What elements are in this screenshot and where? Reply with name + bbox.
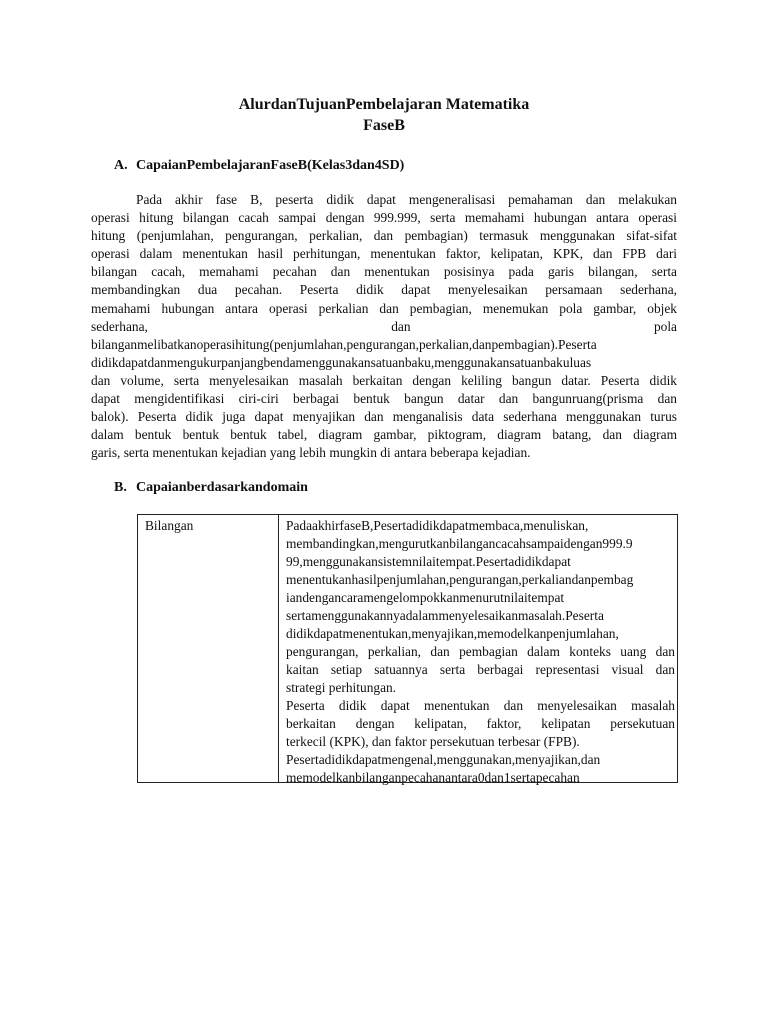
paragraph-line: membandingkan dua pecahan. Peserta didik dapat menyelesaikan persamaan sederhana, xyxy=(91,282,677,298)
table-column-divider xyxy=(278,515,279,782)
paragraph-line: operasi hitung bilangan cacah sampai dengan 999.999, serta memahami hubungan antara operasi xyxy=(91,210,677,226)
section-a-heading xyxy=(114,157,404,175)
paragraph-line: operasi dalam menentukan hasil perhitungan, menentukan faktor, kelipatan, KPK, dan FPB dari xyxy=(91,246,677,262)
table-line: sertamenggunakannyadalammenyelesaikanmasalah.Peserta xyxy=(286,608,604,623)
table-line: PadaakhirfaseB,Pesertadidikdapatmembaca,menuliskan, xyxy=(286,518,589,533)
table-line: memodelkanbilanganpecahanantara0dan1sertapecahan xyxy=(286,770,580,785)
paragraph-line: memahami hubungan antara operasi perkalian dan pembagian, menemukan pola gambar, objek xyxy=(91,300,677,316)
title-line-1: AlurdanTujuanPembelajaran Matematika xyxy=(238,96,530,113)
paragraph-line: didikdapatdanmengukurpanjangbendamenggunakansatuanbaku,menggunakansatuanbakuluas xyxy=(91,354,592,370)
paragraph-line: Pada akhir fase B, peserta didik dapat mengeneralisasi pemahaman dan melakukan xyxy=(136,192,677,207)
paragraph-line: dan volume, serta menyelesaikan masalah berkaitan dengan keliling bangun datar. Peserta didik xyxy=(91,372,677,388)
section-b-title: Capaianberdasarkandomain xyxy=(136,480,308,495)
table-line: membandingkan,mengurutkanbilangancacahsampaidengan999.9 xyxy=(286,536,633,551)
paragraph-line: dalam bentuk bentuk bentuk tabel, diagram gambar, piktogram, diagram batang, dan diagram xyxy=(91,427,677,443)
section-a-title: CapaianPembelajaranFaseB(Kelas3dan4SD) xyxy=(136,158,405,173)
section-b-heading xyxy=(114,479,308,497)
table-line: 99,menggunakansistemnilaitempat.Pesertadidikdapat xyxy=(286,554,571,569)
table-line: pengurangan, perkalian, dan pembagian dalam konteks uang dan xyxy=(286,644,675,659)
section-a-number: A. xyxy=(114,158,128,173)
domain-table xyxy=(137,514,678,783)
paragraph-line: balok). Peserta didik juga dapat menyajikan dan menganalisis data sederhana menggunakan turus xyxy=(91,409,677,425)
table-line: Peserta didik dapat menentukan dan menyelesaikan masalah xyxy=(286,698,675,713)
table-line: berkaitan dengan kelipatan, faktor, kelipatan persekutuan xyxy=(286,716,675,731)
paragraph-line: dapat mengidentifikasi ciri-ciri berbagai bentuk bangun datar dan bangunruang(prisma dan xyxy=(91,391,677,407)
paragraph-line: hitung (penjumlahan, pengurangan, perkalian, dan pembagian) termasuk menggunakan sifat-sifat xyxy=(91,228,677,244)
title-line-2: FaseB xyxy=(363,117,405,134)
table-line: strategi perhitungan. xyxy=(286,680,397,695)
paragraph-line: sederhana, dan pola xyxy=(91,318,677,334)
paragraph-line: bilanganmelibatkanoperasihitung(penjumlahan,pengurangan,perkalian,danpembagian).Peserta xyxy=(91,336,597,352)
table-line: menentukanhasilpenjumlahan,pengurangan,perkaliandanpembag xyxy=(286,572,634,587)
table-line: didikdapatmenentukan,menyajikan,memodelkanpenjumlahan, xyxy=(286,626,619,641)
table-line: Pesertadidikdapatmengenal,menggunakan,menyajikan,dan xyxy=(286,752,601,767)
paragraph-line: bilangan cacah, memahami pecahan dan menentukan posisinya pada garis bilangan, serta xyxy=(91,264,677,280)
table-cell-domain: Bilangan xyxy=(145,518,194,533)
table-line: terkecil (KPK), dan faktor persekutuan terbesar (FPB). xyxy=(286,734,580,749)
table-line: kaitan setiap satuannya serta berbagai representasi visual dan xyxy=(286,662,675,677)
paragraph-line: garis, serta menentukan kejadian yang lebih mungkin di antara beberapa kejadian. xyxy=(91,445,531,461)
section-b-number: B. xyxy=(114,480,127,495)
document-title xyxy=(0,94,768,136)
table-line: iandengancaramengelompokkanmenurutnilaitempat xyxy=(286,590,565,605)
section-a-paragraph xyxy=(91,191,677,462)
table-cell-description xyxy=(286,517,675,787)
